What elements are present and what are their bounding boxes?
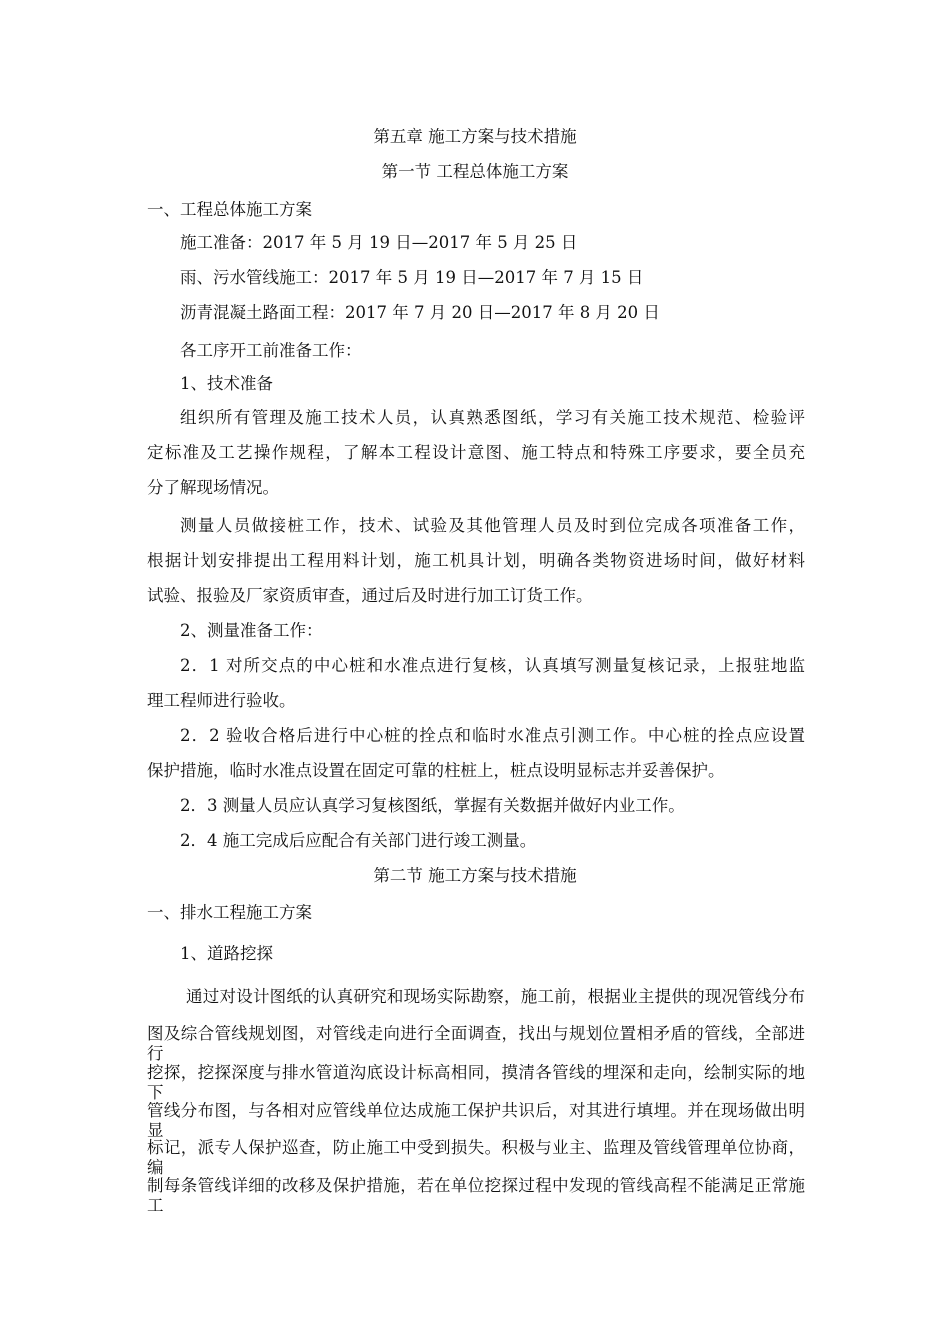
excavation-para-line-1: 通过对设计图纸的认真研究和现场实际勘察，施工前，根据业主提供的现况管线分布 [186, 987, 805, 1006]
tech-para-2-line-2: 根据计划安排提出工程用料计划，施工机具计划，明确各类物资进场时间，做好材料 [147, 551, 805, 570]
section-2-title: 第二节 施工方案与技术措施 [373, 866, 577, 885]
survey-item-3: 2．3 测量人员应认真学习复核图纸，掌握有关数据并做好内业工作。 [180, 796, 685, 815]
survey-item-1-line-1: 2．1 对所交点的中心桩和水准点进行复核，认真填写测量复核记录，上报驻地监 [180, 656, 805, 675]
tech-para-2-line-3: 试验、报验及厂家资质审查，通过后及时进行加工订货工作。 [147, 586, 593, 605]
section-2-sub-heading: 1、道路挖探 [180, 944, 273, 963]
tech-para-1-line-1: 组织所有管理及施工技术人员，认真熟悉图纸，学习有关施工技术规范、检验评 [180, 408, 805, 427]
excavation-para-line-2: 图及综合管线规划图，对管线走向进行全面调查，找出与规划位置相矛盾的管线，全部进行 [147, 1024, 805, 1063]
survey-item-2-line-1: 2．2 验收合格后进行中心桩的拴点和临时水准点引测工作。中心桩的拴点应设置 [180, 726, 805, 745]
schedule-item-pipeline: 雨、污水管线施工：2017 年 5 月 19 日—2017 年 7 月 15 日 [180, 268, 644, 287]
section-1-heading: 一、工程总体施工方案 [147, 200, 312, 219]
excavation-para-line-6: 制每条管线详细的改移及保护措施，若在单位挖探过程中发现的管线高程不能满足正常施工 [147, 1176, 805, 1215]
survey-item-2-line-2: 保护措施，临时水准点设置在固定可靠的柱桩上，桩点设明显标志并妥善保护。 [147, 761, 725, 780]
excavation-para-line-5: 标记，派专人保护巡查，防止施工中受到损失。积极与业主、监理及管线管理单位协商，编 [147, 1138, 805, 1177]
schedule-item-prep: 施工准备：2017 年 5 月 19 日—2017 年 5 月 25 日 [180, 233, 578, 252]
section-1-title: 第一节 工程总体施工方案 [381, 162, 569, 181]
tech-para-1-line-3: 分了解现场情况。 [147, 478, 279, 497]
excavation-para-line-4: 管线分布图，与各相对应管线单位达成施工保护共识后，对其进行填埋。并在现场做出明显 [147, 1101, 805, 1140]
section-2-heading: 一、排水工程施工方案 [147, 903, 312, 922]
tech-para-1-line-2: 定标准及工艺操作规程，了解本工程设计意图、施工特点和特殊工序要求，要全员充 [147, 443, 805, 462]
chapter-title: 第五章 施工方案与技术措施 [373, 127, 577, 146]
prep-intro: 各工序开工前准备工作： [180, 341, 362, 360]
excavation-para-line-3: 挖探，挖探深度与排水管道沟底设计标高相同，摸清各管线的埋深和走向，绘制实际的地下 [147, 1063, 805, 1102]
survey-item-4: 2．4 施工完成后应配合有关部门进行竣工测量。 [180, 831, 537, 850]
survey-heading: 2、测量准备工作： [180, 621, 323, 640]
survey-item-1-line-2: 理工程师进行验收。 [147, 691, 296, 710]
tech-prep-heading: 1、技术准备 [180, 374, 273, 393]
schedule-item-pavement: 沥青混凝土路面工程：2017 年 7 月 20 日—2017 年 8 月 20 日 [180, 303, 660, 322]
tech-para-2-line-1: 测量人员做接桩工作，技术、试验及其他管理人员及时到位完成各项准备工作， [180, 516, 805, 535]
